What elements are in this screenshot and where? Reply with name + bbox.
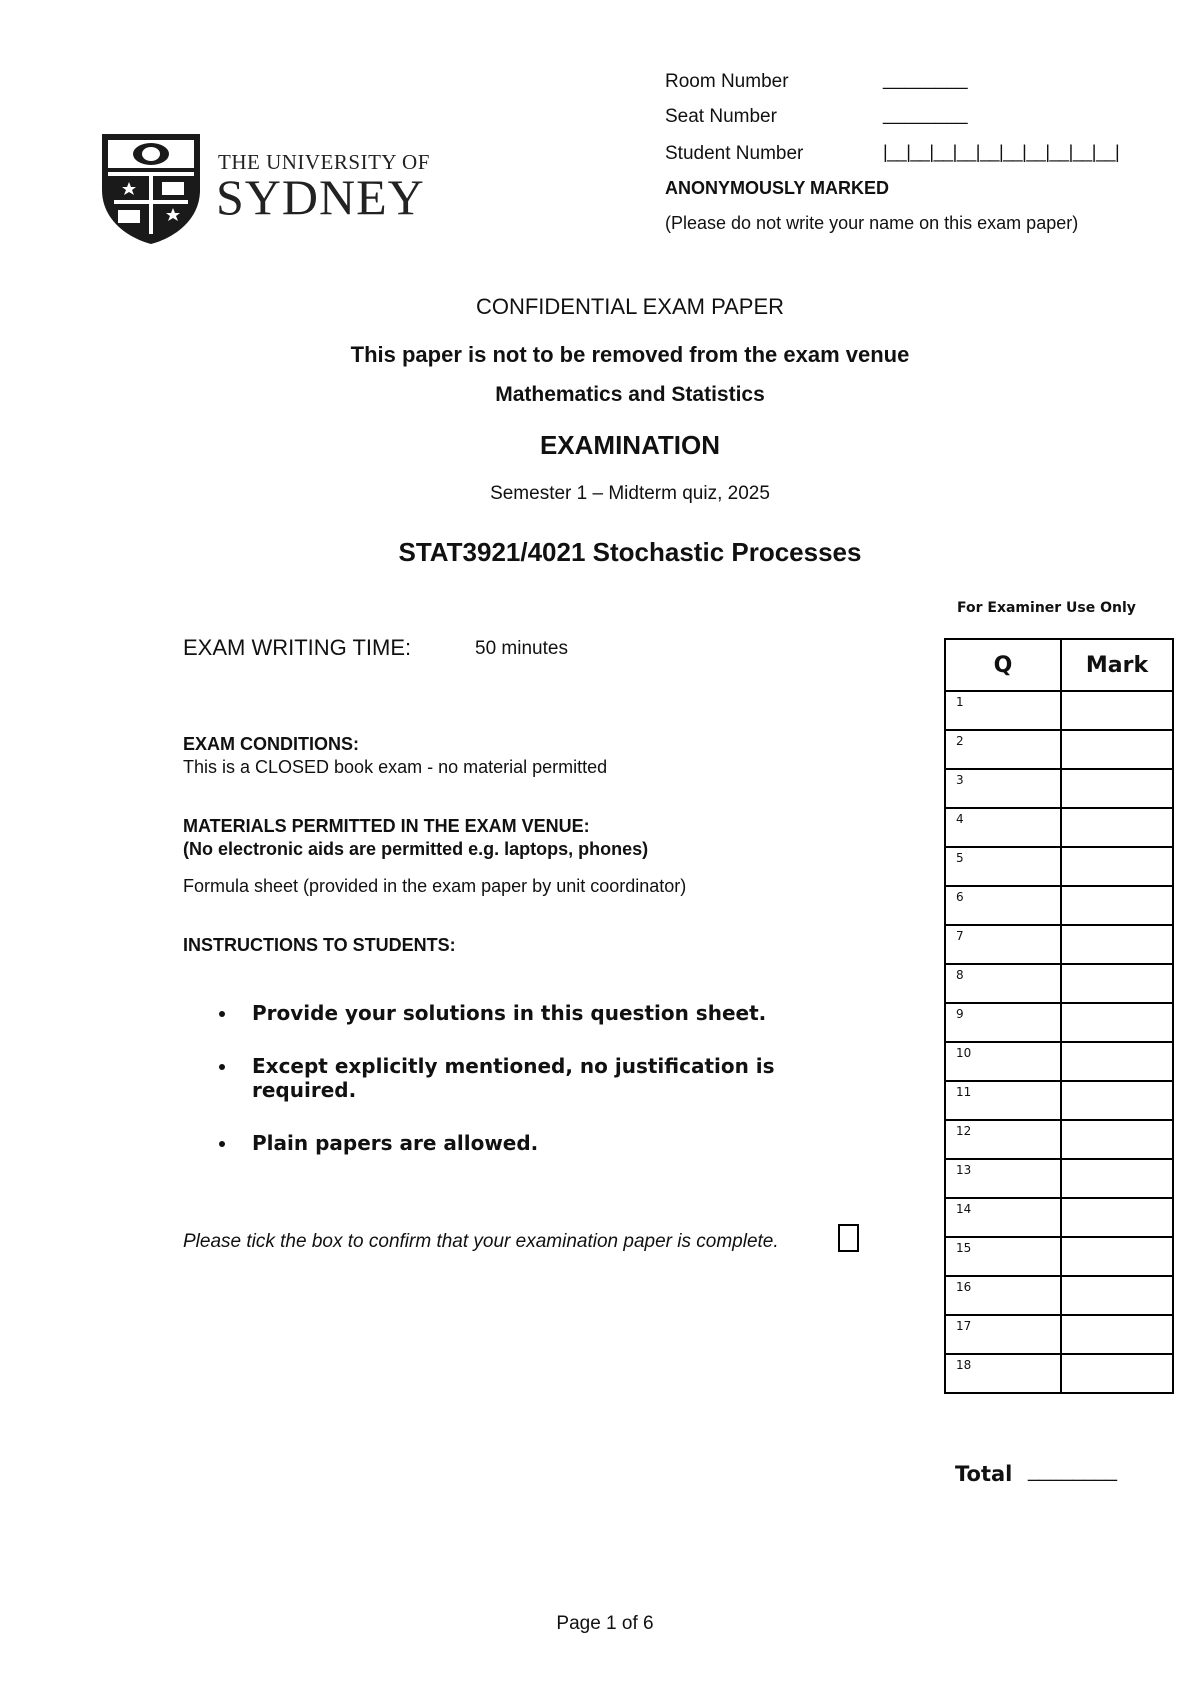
question-number: 10 bbox=[945, 1042, 1061, 1081]
marks-table-row bbox=[945, 1198, 1173, 1237]
marks-table-row bbox=[945, 1081, 1173, 1120]
exam-time-value: 50 minutes bbox=[475, 638, 568, 659]
question-number: 16 bbox=[945, 1276, 1061, 1315]
confidential-heading: CONFIDENTIAL EXAM PAPER bbox=[475, 294, 785, 319]
marks-table-row bbox=[945, 808, 1173, 847]
instructions-label: INSTRUCTIONS TO STUDENTS: bbox=[183, 935, 456, 955]
crest-icon bbox=[96, 128, 206, 246]
marks-table-row bbox=[945, 1120, 1173, 1159]
mark-cell[interactable] bbox=[1061, 769, 1173, 808]
student-number-label: Student Number bbox=[665, 143, 804, 164]
marks-table-header bbox=[945, 639, 1173, 691]
marks-table-row bbox=[945, 1315, 1173, 1354]
seat-number-label: Seat Number bbox=[665, 106, 777, 127]
question-number: 17 bbox=[945, 1315, 1061, 1354]
university-logo bbox=[96, 128, 436, 246]
marks-table-row bbox=[945, 769, 1173, 808]
mark-cell[interactable] bbox=[1061, 964, 1173, 1003]
confirm-text: Please tick the box to confirm that your examination paper is complete. bbox=[183, 1231, 779, 1252]
no-name-note: (Please do not write your name on this exam paper) bbox=[665, 213, 1079, 233]
question-number: 18 bbox=[945, 1354, 1061, 1393]
conditions-label: EXAM CONDITIONS: bbox=[183, 734, 360, 754]
materials-note: (No electronic aids are permitted e.g. laptops, phones) bbox=[183, 839, 649, 859]
question-number: 3 bbox=[945, 769, 1061, 808]
mark-cell[interactable] bbox=[1061, 730, 1173, 769]
question-number: 11 bbox=[945, 1081, 1061, 1120]
instructions-list bbox=[198, 1001, 878, 1184]
mark-cell[interactable] bbox=[1061, 1042, 1173, 1081]
marks-table-row bbox=[945, 1159, 1173, 1198]
instruction-item: • Except explicitly mentioned, no justification is required. bbox=[238, 1054, 878, 1102]
mark-cell[interactable] bbox=[1061, 691, 1173, 730]
marks-table-row bbox=[945, 925, 1173, 964]
course-title: STAT3921/4021 Stochastic Processes bbox=[398, 537, 862, 567]
marks-table-row bbox=[945, 1276, 1173, 1315]
mark-cell[interactable] bbox=[1061, 1003, 1173, 1042]
anonymously-marked: ANONYMOUSLY MARKED bbox=[665, 178, 890, 198]
column-mark: Mark bbox=[1061, 639, 1173, 691]
not-removed-notice: This paper is not to be removed from the exam venue bbox=[350, 342, 910, 367]
mark-cell[interactable] bbox=[1061, 1354, 1173, 1393]
question-number: 2 bbox=[945, 730, 1061, 769]
marks-table-row bbox=[945, 886, 1173, 925]
question-number: 4 bbox=[945, 808, 1061, 847]
total-field[interactable]: ________ bbox=[1028, 1460, 1117, 1482]
school-name: Mathematics and Statistics bbox=[495, 383, 765, 406]
marks-table-row bbox=[945, 1003, 1173, 1042]
logo-line2: SYDNEY bbox=[216, 169, 425, 225]
mark-cell[interactable] bbox=[1061, 808, 1173, 847]
examination-heading: EXAMINATION bbox=[539, 430, 721, 460]
marks-table-row bbox=[945, 847, 1173, 886]
instruction-item: • Plain papers are allowed. bbox=[238, 1131, 878, 1155]
room-number-label: Room Number bbox=[665, 71, 789, 92]
question-number: 13 bbox=[945, 1159, 1061, 1198]
question-number: 7 bbox=[945, 925, 1061, 964]
seat-number-field[interactable]: ________ bbox=[883, 104, 968, 125]
column-q: Q bbox=[945, 639, 1061, 691]
marks-table-row bbox=[945, 730, 1173, 769]
semester-line: Semester 1 – Midterm quiz, 2025 bbox=[490, 483, 770, 504]
conditions-value: This is a CLOSED book exam - no material permitted bbox=[183, 757, 608, 777]
question-number: 5 bbox=[945, 847, 1061, 886]
marks-table-row bbox=[945, 1042, 1173, 1081]
student-number-field[interactable]: |__|__|__|__|__|__|__|__|__|__| bbox=[883, 142, 1120, 162]
mark-cell[interactable] bbox=[1061, 1237, 1173, 1276]
marks-table-row bbox=[945, 1237, 1173, 1276]
mark-cell[interactable] bbox=[1061, 886, 1173, 925]
examiner-caption: For Examiner Use Only bbox=[957, 600, 1136, 616]
logo-line1: THE UNIVERSITY OF bbox=[218, 150, 430, 174]
page-number: Page 1 of 6 bbox=[556, 1613, 654, 1634]
marks-table-row bbox=[945, 1354, 1173, 1393]
mark-cell[interactable] bbox=[1061, 1198, 1173, 1237]
marks-table-row bbox=[945, 691, 1173, 730]
question-number: 1 bbox=[945, 691, 1061, 730]
mark-cell[interactable] bbox=[1061, 925, 1173, 964]
confirm-checkbox[interactable] bbox=[838, 1224, 859, 1252]
question-number: 14 bbox=[945, 1198, 1061, 1237]
mark-cell[interactable] bbox=[1061, 1276, 1173, 1315]
room-number-field[interactable]: ________ bbox=[883, 69, 968, 90]
materials-label: MATERIALS PERMITTED IN THE EXAM VENUE: bbox=[183, 816, 590, 836]
instruction-item: • Provide your solutions in this question sheet. bbox=[238, 1001, 878, 1025]
question-number: 6 bbox=[945, 886, 1061, 925]
question-number: 15 bbox=[945, 1237, 1061, 1276]
mark-cell[interactable] bbox=[1061, 1315, 1173, 1354]
materials-value: Formula sheet (provided in the exam paper by unit coordinator) bbox=[183, 876, 687, 896]
mark-cell[interactable] bbox=[1061, 847, 1173, 886]
mark-cell[interactable] bbox=[1061, 1081, 1173, 1120]
marks-table bbox=[944, 638, 1174, 1394]
marks-table-body bbox=[945, 691, 1173, 1393]
mark-cell[interactable] bbox=[1061, 1120, 1173, 1159]
question-number: 12 bbox=[945, 1120, 1061, 1159]
mark-cell[interactable] bbox=[1061, 1159, 1173, 1198]
question-number: 9 bbox=[945, 1003, 1061, 1042]
marks-table-row bbox=[945, 964, 1173, 1003]
exam-time-label: EXAM WRITING TIME: bbox=[183, 635, 412, 660]
question-number: 8 bbox=[945, 964, 1061, 1003]
total-label: Total bbox=[955, 1462, 1013, 1486]
